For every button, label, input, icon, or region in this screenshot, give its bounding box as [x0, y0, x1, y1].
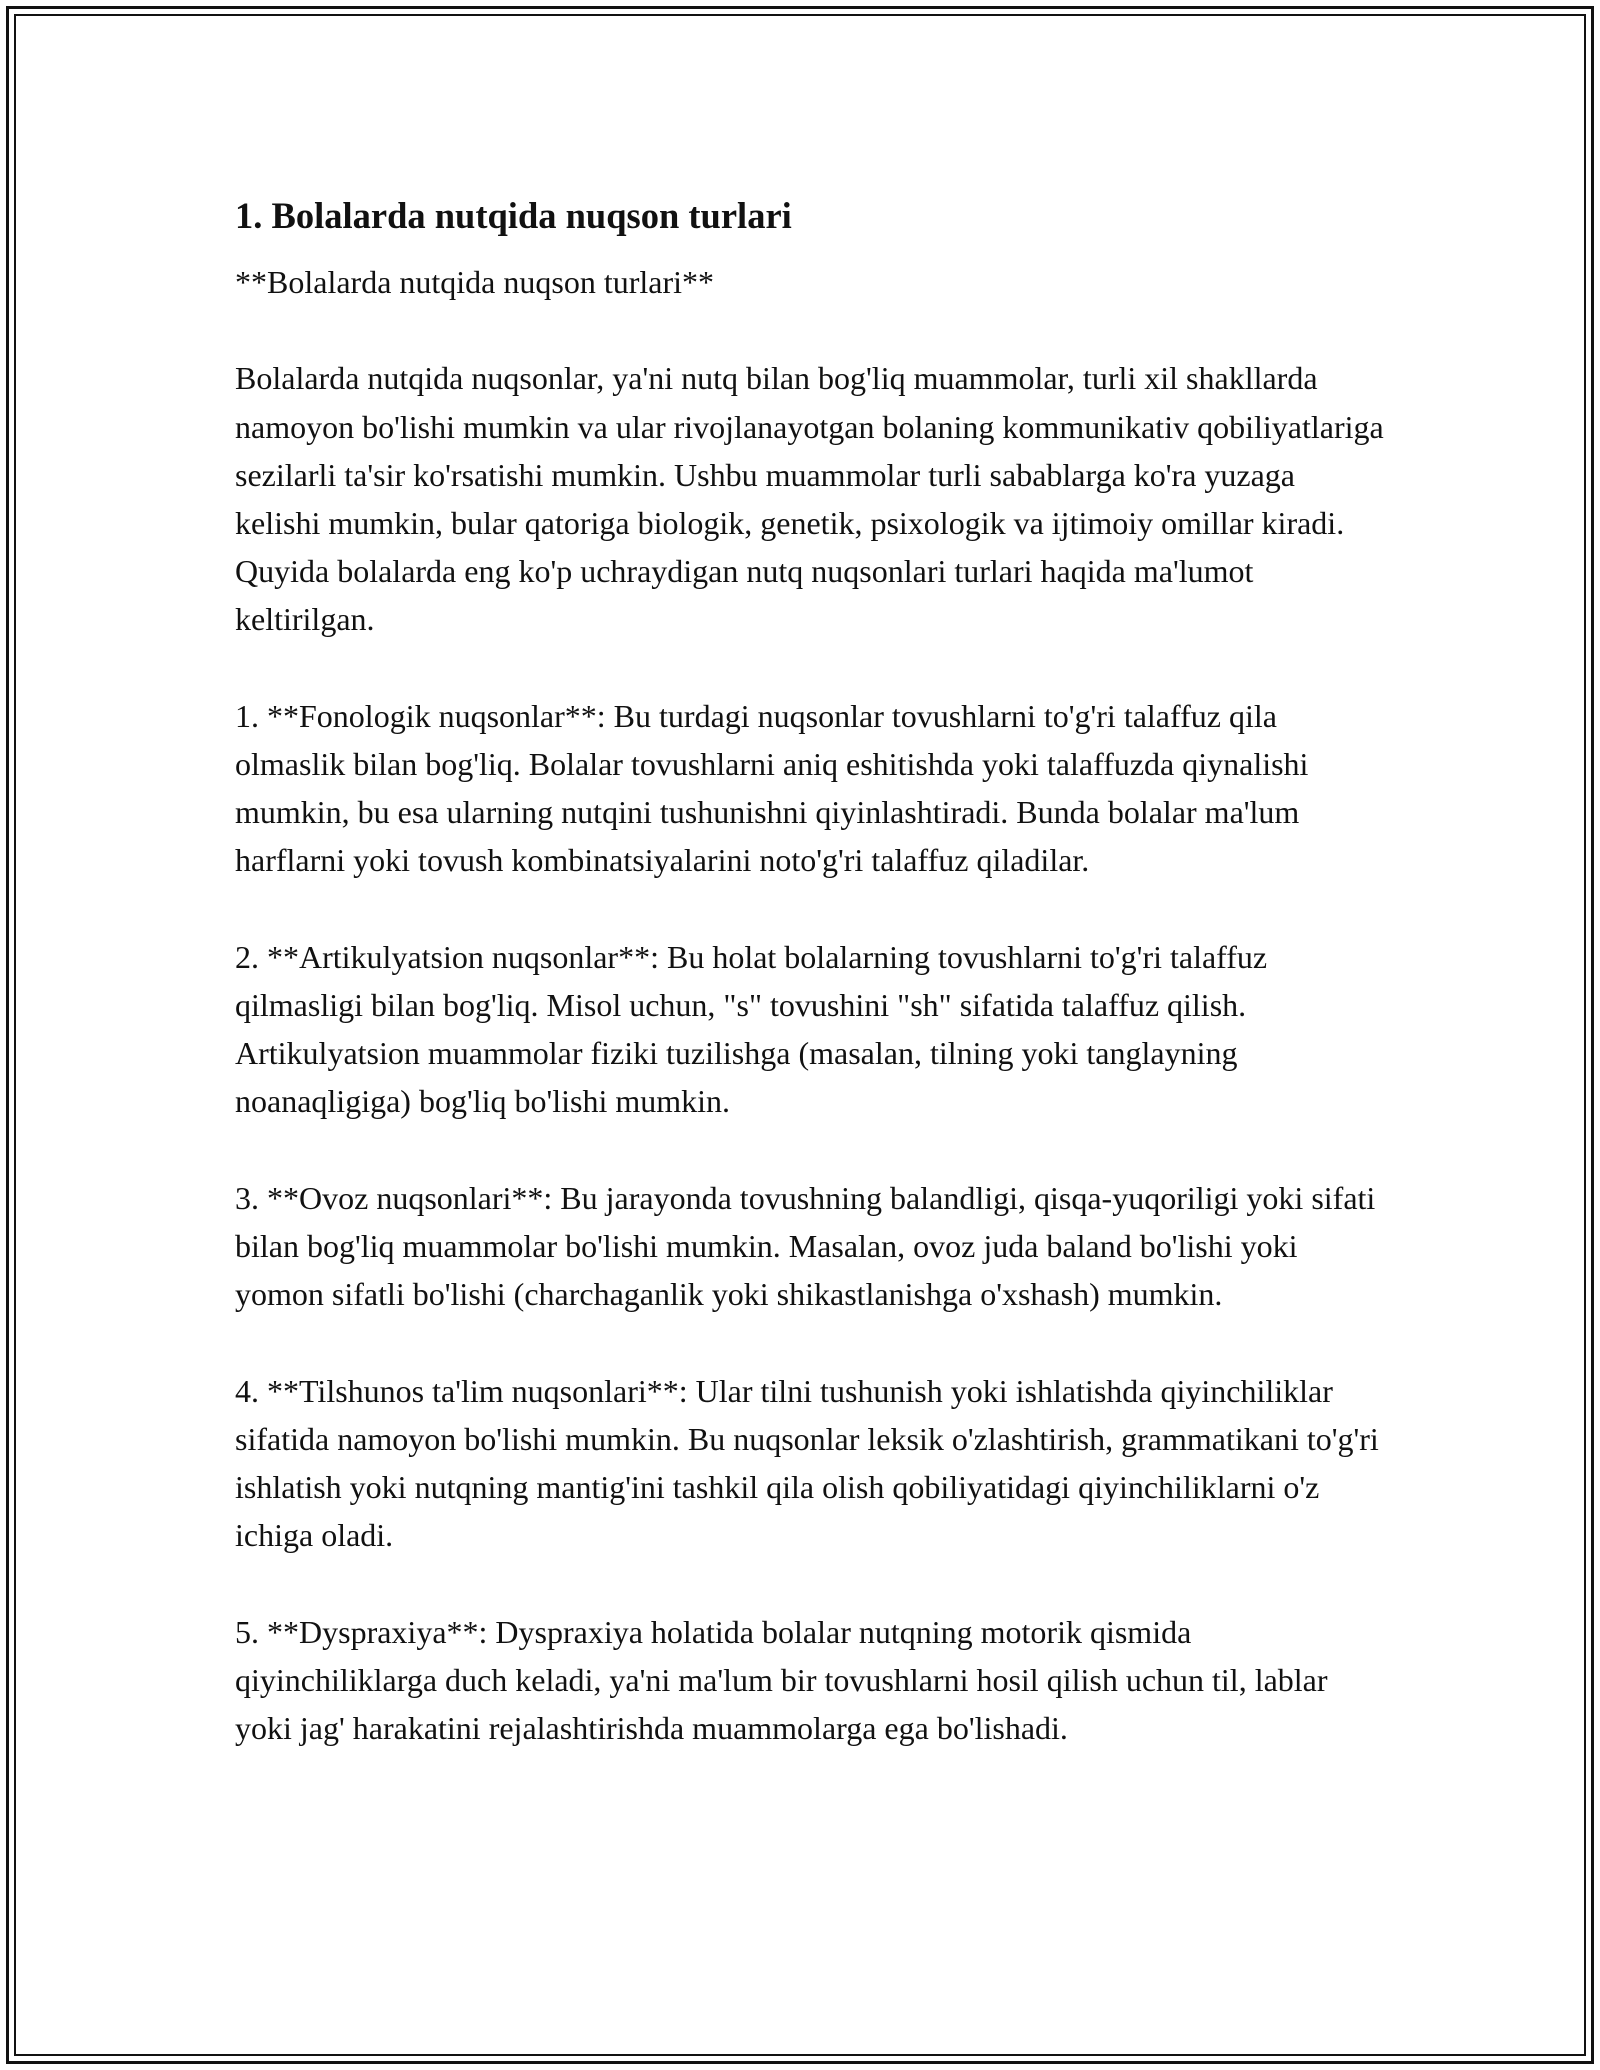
document-subtitle: **Bolalarda nutqida nuqson turlari**	[235, 264, 715, 300]
document-body	[235, 188, 1385, 1752]
list-item-tilshunos: 4. **Tilshunos ta'lim nuqsonlari**: Ular tilni tushunish yoki ishlatishda qiyinchiliklar sifatida namoyon bo'lishi mumkin. Bu nuqsonlar leksik o'zlashtirish, grammatikani to'g'ri ishlatish yoki nutqning mantig'ini tashkil qila olish qobiliyatidagi qiyinchiliklarni o'z ichiga oladi.	[235, 1372, 1379, 1554]
list-item-fonologik: 1. **Fonologik nuqsonlar**: Bu turdagi nuqsonlar tovushlarni to'g'ri talaffuz qila olmaslik bilan bog'liq. Bolalar tovushlarni aniq eshitishda yoki talaffuzda qiynalishi mumkin, bu esa ularning nutqini tushunishni qiyinlashtiradi. Bunda bolalar ma'lum harflarni yoki tovush kombinatsiyalarini noto'g'ri talaffuz qiladilar.	[235, 697, 1309, 879]
list-item-ovoz: 3. **Ovoz nuqsonlari**: Bu jarayonda tovushning balandligi, qisqa-yuqoriligi yoki sifati bilan bog'liq muammolar bo'lishi mumkin. Masalan, ovoz juda baland bo'lishi yoki yomon sifatli bo'lishi (charchaganlik yoki shikastlanishga o'xshash) mumkin.	[235, 1179, 1376, 1313]
list-item-dyspraxiya: 5. **Dyspraxiya**: Dyspraxiya holatida bolalar nutqning motorik qismida qiyinchiliklarga duch keladi, ya'ni ma'lum bir tovushlarni hosil qilish uchun til, lablar yoki jag' harakatini rejalashtirishda muammolarga ega bo'lishadi.	[235, 1613, 1328, 1746]
intro-paragraph: Bolalarda nutqida nuqsonlar, ya'ni nutq bilan bog'liq muammolar, turli xil shakllarda namoyon bo'lishi mumkin va ular rivojlanayotgan bolaning kommunikativ qobiliyatlariga sezilarli ta'sir ko'rsatishi mumkin. Ushbu muammolar turli sabablarga ko'ra yuzaga kelishi mumkin, bular qatoriga biologik, genetik, psixologik va ijtimoiy omillar kiradi. Quyida bolalarda eng ko'p uchraydigan nutq nuqsonlari turlari haqida ma'lumot keltirilgan.	[235, 360, 1384, 638]
list-item-artikulyatsion: 2. **Artikulyatsion nuqsonlar**: Bu holat bolalarning tovushlarni to'g'ri talaffuz qilmasligi bilan bog'liq. Misol uchun, "s" tovushini "sh" sifatida talaffuz qilish. Artikulyatsion muammolar fiziki tuzilishga (masalan, tilning yoki tanglayning noanaqligiga) bog'liq bo'lishi mumkin.	[235, 938, 1268, 1120]
document-title: 1. Bolalarda nutqida nuqson turlari	[235, 195, 792, 236]
